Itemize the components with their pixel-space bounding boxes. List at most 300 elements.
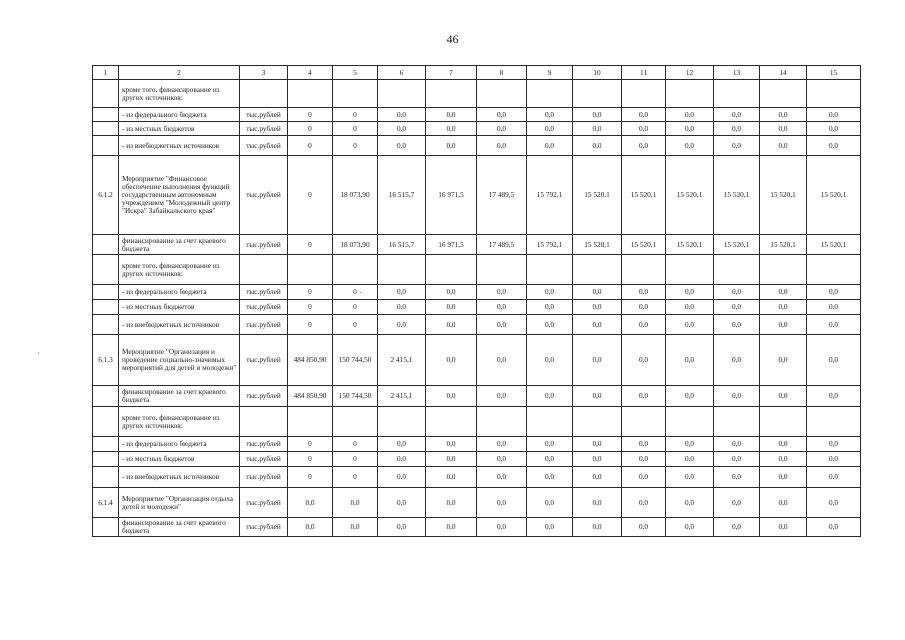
value-cell: 2 415,1 bbox=[378, 386, 426, 407]
item-number-cell: 6.1.4 bbox=[93, 488, 119, 518]
item-name-cell: Мероприятие "Организация и проведение социально-значимых мероприятий для детей и молодежи" bbox=[119, 335, 240, 386]
value-cell: 0,0 bbox=[666, 285, 714, 300]
value-cell: 0,0 bbox=[573, 315, 622, 335]
header-cell: 2 bbox=[119, 66, 240, 80]
value-cell bbox=[378, 255, 426, 285]
value-cell: 0,0 bbox=[760, 315, 807, 335]
item-name-cell: Мероприятие "Финансовое обеспечение выполнения функций государственным автономным учреждением "Молодежный центр "Искра" Забайкальского края" bbox=[119, 156, 240, 235]
value-cell: 0,0 bbox=[666, 300, 714, 315]
value-cell: 0,0 bbox=[760, 136, 807, 156]
value-cell: 0,0 bbox=[807, 386, 861, 407]
header-cell: 8 bbox=[477, 66, 527, 80]
item-name-cell: - из местных бюджетов bbox=[119, 452, 240, 467]
value-cell bbox=[622, 80, 666, 108]
unit-cell bbox=[240, 80, 288, 108]
value-cell: 0,0 bbox=[760, 108, 807, 122]
value-cell: 0,0 bbox=[333, 488, 378, 518]
table-row bbox=[93, 136, 861, 156]
unit-cell: тыс.рублей bbox=[240, 156, 288, 235]
value-cell: 18 073,90 bbox=[333, 156, 378, 235]
value-cell: 0,0 bbox=[477, 467, 527, 488]
value-cell: 0 bbox=[333, 136, 378, 156]
item-number-cell bbox=[93, 452, 119, 467]
unit-cell: тыс.рублей bbox=[240, 518, 288, 537]
value-cell: 0,0 bbox=[807, 300, 861, 315]
table-row bbox=[93, 407, 861, 437]
value-cell: 0,0 bbox=[666, 467, 714, 488]
value-cell bbox=[622, 407, 666, 437]
value-cell: 0,0 bbox=[378, 518, 426, 537]
value-cell: 0 bbox=[333, 122, 378, 136]
unit-cell: тыс.рублей bbox=[240, 315, 288, 335]
item-name-cell: кроме того, финансирование из других источников: bbox=[119, 407, 240, 437]
item-number-cell bbox=[93, 285, 119, 300]
value-cell: 0,0 bbox=[527, 108, 573, 122]
value-cell bbox=[333, 80, 378, 108]
item-number-cell bbox=[93, 108, 119, 122]
value-cell: 0,0 bbox=[760, 467, 807, 488]
value-cell: 0,0 bbox=[378, 136, 426, 156]
table-row bbox=[93, 437, 861, 452]
value-cell bbox=[333, 407, 378, 437]
value-cell: 0,0 bbox=[573, 386, 622, 407]
table-row bbox=[93, 255, 861, 285]
value-cell bbox=[573, 255, 622, 285]
item-name-cell: - из внебюджетных источников bbox=[119, 136, 240, 156]
value-cell: 15 792,1 bbox=[527, 235, 573, 255]
value-cell: 0,0 bbox=[288, 518, 333, 537]
value-cell: 0,0 bbox=[760, 122, 807, 136]
value-cell: 15 520,1 bbox=[666, 235, 714, 255]
value-cell: 0,0 bbox=[378, 108, 426, 122]
value-cell: 0 bbox=[288, 467, 333, 488]
table-row bbox=[93, 315, 861, 335]
value-cell: 0,0 bbox=[426, 467, 477, 488]
value-cell: 0,0 bbox=[666, 452, 714, 467]
value-cell: 0,0 bbox=[527, 488, 573, 518]
value-cell: 0 bbox=[333, 437, 378, 452]
value-cell: 0,0 bbox=[527, 122, 573, 136]
value-cell: 0,0 bbox=[378, 300, 426, 315]
value-cell: 0,0 bbox=[378, 437, 426, 452]
value-cell bbox=[527, 407, 573, 437]
value-cell: 0,0 bbox=[378, 452, 426, 467]
value-cell: 0,0 bbox=[333, 518, 378, 537]
value-cell: 0,0 bbox=[527, 452, 573, 467]
item-name-cell: - из местных бюджетов bbox=[119, 122, 240, 136]
value-cell: 0 bbox=[288, 437, 333, 452]
table-row bbox=[93, 285, 861, 300]
value-cell: 0 bbox=[288, 136, 333, 156]
unit-cell: тыс.рублей bbox=[240, 488, 288, 518]
value-cell: 0,0 bbox=[527, 467, 573, 488]
value-cell: 15 520,1 bbox=[622, 156, 666, 235]
header-cell: 3 bbox=[240, 66, 288, 80]
value-cell: 0,0 bbox=[666, 122, 714, 136]
item-number-cell bbox=[93, 122, 119, 136]
unit-cell: тыс.рублей bbox=[240, 437, 288, 452]
value-cell: 0,0 bbox=[760, 488, 807, 518]
item-name-cell: финансирование за счет краевого бюджета bbox=[119, 235, 240, 255]
value-cell: 0,0 bbox=[760, 452, 807, 467]
value-cell: 0,0 bbox=[666, 108, 714, 122]
value-cell bbox=[666, 80, 714, 108]
table-row bbox=[93, 80, 861, 108]
table-row bbox=[93, 467, 861, 488]
value-cell: 0,0 bbox=[426, 518, 477, 537]
value-cell: 0,0 bbox=[378, 315, 426, 335]
value-cell: 0,0 bbox=[714, 285, 760, 300]
value-cell: 15 520,1 bbox=[760, 156, 807, 235]
item-name-cell: - из местных бюджетов bbox=[119, 300, 240, 315]
value-cell: 0,0 bbox=[714, 335, 760, 386]
value-cell: 0,0 bbox=[477, 488, 527, 518]
value-cell: 0,0 bbox=[714, 300, 760, 315]
value-cell: 0,0 bbox=[666, 437, 714, 452]
value-cell: 15 520,1 bbox=[622, 235, 666, 255]
value-cell: 0,0 bbox=[573, 136, 622, 156]
value-cell bbox=[573, 407, 622, 437]
header-cell: 9 bbox=[527, 66, 573, 80]
value-cell: 0,0 bbox=[477, 136, 527, 156]
value-cell: 0,0 bbox=[714, 452, 760, 467]
value-cell: 0,0 bbox=[714, 467, 760, 488]
header-cell: 12 bbox=[666, 66, 714, 80]
value-cell: 0,0 bbox=[622, 452, 666, 467]
header-cell: 11 bbox=[622, 66, 666, 80]
item-number-cell: 6.1.3 bbox=[93, 335, 119, 386]
value-cell bbox=[333, 255, 378, 285]
item-number-cell bbox=[93, 518, 119, 537]
unit-cell bbox=[240, 255, 288, 285]
value-cell bbox=[666, 407, 714, 437]
value-cell: 0,0 bbox=[426, 122, 477, 136]
value-cell: 0,0 bbox=[622, 136, 666, 156]
value-cell: 0,0 bbox=[426, 285, 477, 300]
value-cell: 0,0 bbox=[573, 452, 622, 467]
value-cell bbox=[714, 407, 760, 437]
value-cell: 0,0 bbox=[622, 467, 666, 488]
table-body bbox=[93, 66, 861, 537]
value-cell bbox=[666, 255, 714, 285]
value-cell: 0,0 bbox=[477, 335, 527, 386]
value-cell: 0,0 bbox=[807, 315, 861, 335]
value-cell: 15 520,1 bbox=[807, 156, 861, 235]
value-cell: 0,0 bbox=[477, 315, 527, 335]
value-cell: 0,0 bbox=[426, 488, 477, 518]
unit-cell: тыс.рублей bbox=[240, 108, 288, 122]
value-cell: 0,0 bbox=[426, 386, 477, 407]
value-cell: 0,0 bbox=[527, 285, 573, 300]
item-name-cell: Мероприятие "Организация отдыха детей и молодежи" bbox=[119, 488, 240, 518]
item-number-cell bbox=[93, 386, 119, 407]
value-cell bbox=[807, 80, 861, 108]
table-row bbox=[93, 488, 861, 518]
unit-cell: тыс.рублей bbox=[240, 386, 288, 407]
value-cell: 0,0 bbox=[622, 488, 666, 518]
item-number-cell bbox=[93, 315, 119, 335]
item-number-cell bbox=[93, 235, 119, 255]
value-cell: 15 520,1 bbox=[807, 235, 861, 255]
value-cell: 0 bbox=[333, 452, 378, 467]
header-cell: 7 bbox=[426, 66, 477, 80]
value-cell bbox=[426, 255, 477, 285]
value-cell bbox=[426, 407, 477, 437]
value-cell bbox=[477, 255, 527, 285]
value-cell: 0,0 bbox=[527, 300, 573, 315]
item-number-cell bbox=[93, 80, 119, 108]
value-cell: 0,0 bbox=[807, 122, 861, 136]
value-cell bbox=[378, 80, 426, 108]
value-cell: 0,0 bbox=[573, 108, 622, 122]
value-cell: 0,0 bbox=[477, 437, 527, 452]
value-cell: 0,0 bbox=[622, 386, 666, 407]
value-cell: 0,0 bbox=[477, 518, 527, 537]
value-cell: 0,0 bbox=[760, 518, 807, 537]
table-row bbox=[93, 335, 861, 386]
value-cell bbox=[288, 80, 333, 108]
value-cell: 0,0 bbox=[378, 467, 426, 488]
value-cell: 0,0 bbox=[573, 437, 622, 452]
value-cell: 0,0 bbox=[807, 488, 861, 518]
value-cell: 0,0 bbox=[760, 437, 807, 452]
value-cell: 0,0 bbox=[573, 285, 622, 300]
unit-cell bbox=[240, 407, 288, 437]
value-cell: 0 bbox=[288, 452, 333, 467]
value-cell: 484 850,90 bbox=[288, 386, 333, 407]
value-cell bbox=[760, 80, 807, 108]
header-cell: 1 bbox=[93, 66, 119, 80]
value-cell: 16 971,5 bbox=[426, 235, 477, 255]
header-cell: 13 bbox=[714, 66, 760, 80]
value-cell bbox=[760, 407, 807, 437]
value-cell bbox=[714, 80, 760, 108]
value-cell: 0,0 bbox=[426, 136, 477, 156]
table-row bbox=[93, 235, 861, 255]
value-cell: 0,0 bbox=[807, 136, 861, 156]
value-cell: 0,0 bbox=[288, 488, 333, 518]
value-cell: 15 520,1 bbox=[573, 156, 622, 235]
header-cell: 15 bbox=[807, 66, 861, 80]
value-cell: 0 bbox=[333, 108, 378, 122]
value-cell: 0,0 bbox=[573, 518, 622, 537]
value-cell: 0 bbox=[288, 300, 333, 315]
item-name-cell: финансирование за счет краевого бюджета bbox=[119, 386, 240, 407]
value-cell: 0 bbox=[288, 108, 333, 122]
value-cell: 0,0 bbox=[760, 386, 807, 407]
value-cell: 0 bbox=[288, 122, 333, 136]
value-cell bbox=[760, 255, 807, 285]
value-cell: 0,0 bbox=[622, 108, 666, 122]
header-cell: 10 bbox=[573, 66, 622, 80]
table-row bbox=[93, 156, 861, 235]
table-row bbox=[93, 452, 861, 467]
value-cell: 0,0 bbox=[573, 467, 622, 488]
value-cell: 0,0 bbox=[714, 315, 760, 335]
value-cell: 484 850,90 bbox=[288, 335, 333, 386]
value-cell: 0,0 bbox=[622, 518, 666, 537]
table-row bbox=[93, 108, 861, 122]
item-number-cell bbox=[93, 300, 119, 315]
value-cell: 0,0 bbox=[714, 122, 760, 136]
value-cell: 0,0 bbox=[378, 122, 426, 136]
value-cell: 0,0 bbox=[714, 437, 760, 452]
value-cell: 150 744,50 bbox=[333, 335, 378, 386]
value-cell bbox=[527, 80, 573, 108]
value-cell: 0,0 bbox=[477, 122, 527, 136]
value-cell: 0,0 bbox=[573, 335, 622, 386]
value-cell: 0,0 bbox=[760, 300, 807, 315]
value-cell bbox=[477, 407, 527, 437]
table-row bbox=[93, 518, 861, 537]
value-cell bbox=[378, 407, 426, 437]
table-row bbox=[93, 386, 861, 407]
value-cell: 0,0 bbox=[573, 300, 622, 315]
value-cell: 0,0 bbox=[622, 122, 666, 136]
value-cell: 0,0 bbox=[426, 315, 477, 335]
value-cell bbox=[807, 255, 861, 285]
value-cell: 0,0 bbox=[622, 335, 666, 386]
value-cell: 0,0 bbox=[477, 285, 527, 300]
value-cell: 0,0 bbox=[666, 386, 714, 407]
value-cell: 16 515,7 bbox=[378, 156, 426, 235]
value-cell: 0,0 bbox=[714, 488, 760, 518]
value-cell: 0,0 bbox=[573, 122, 622, 136]
value-cell: 0,0 bbox=[807, 108, 861, 122]
unit-cell: тыс.рублей bbox=[240, 300, 288, 315]
value-cell: 0,0 bbox=[760, 285, 807, 300]
value-cell: 15 520,1 bbox=[760, 235, 807, 255]
page-number: 46 bbox=[446, 32, 459, 46]
value-cell: 0,0 bbox=[714, 386, 760, 407]
value-cell bbox=[527, 255, 573, 285]
value-cell: 0,0 bbox=[573, 488, 622, 518]
value-cell: 0 bbox=[288, 156, 333, 235]
header-row bbox=[93, 66, 861, 80]
unit-cell: тыс.рублей bbox=[240, 452, 288, 467]
value-cell: 2 415,1 bbox=[378, 335, 426, 386]
value-cell: 0,0 bbox=[760, 335, 807, 386]
value-cell: 0,0 bbox=[807, 452, 861, 467]
header-cell: 4 bbox=[288, 66, 333, 80]
value-cell: 0,0 bbox=[378, 285, 426, 300]
value-cell: 0,0 bbox=[622, 315, 666, 335]
unit-cell: тыс.рублей bbox=[240, 335, 288, 386]
value-cell: 0,0 bbox=[378, 488, 426, 518]
unit-cell: тыс.рублей bbox=[240, 285, 288, 300]
value-cell: 0,0 bbox=[714, 136, 760, 156]
value-cell: 0,0 bbox=[666, 136, 714, 156]
value-cell: 0,0 bbox=[807, 467, 861, 488]
value-cell: 15 520,1 bbox=[573, 235, 622, 255]
value-cell: 15 520,1 bbox=[666, 156, 714, 235]
value-cell: 15 520,1 bbox=[714, 235, 760, 255]
header-cell: 14 bbox=[760, 66, 807, 80]
item-name-cell: - из федерального бюджета bbox=[119, 108, 240, 122]
value-cell bbox=[426, 80, 477, 108]
value-cell: 0,0 bbox=[807, 437, 861, 452]
value-cell: 0 bbox=[288, 315, 333, 335]
value-cell: 0,0 bbox=[622, 300, 666, 315]
item-number-cell: 6.1.2 bbox=[93, 156, 119, 235]
header-cell: 5 bbox=[333, 66, 378, 80]
value-cell: 0,0 bbox=[622, 285, 666, 300]
value-cell: 0,0 bbox=[527, 315, 573, 335]
value-cell: 0,0 bbox=[527, 437, 573, 452]
value-cell: 0,0 bbox=[807, 335, 861, 386]
value-cell bbox=[714, 255, 760, 285]
value-cell: 0 bbox=[288, 235, 333, 255]
value-cell: 17 489,5 bbox=[477, 156, 527, 235]
value-cell: 0,0 bbox=[477, 386, 527, 407]
value-cell: 0,0 bbox=[426, 437, 477, 452]
value-cell: 0 bbox=[333, 300, 378, 315]
value-cell: 15 792,1 bbox=[527, 156, 573, 235]
value-cell: 0,0 bbox=[622, 437, 666, 452]
value-cell: 0,0 bbox=[527, 518, 573, 537]
value-cell bbox=[622, 255, 666, 285]
value-cell: 0,0 bbox=[477, 452, 527, 467]
value-cell: 0,0 bbox=[807, 518, 861, 537]
value-cell: 0,0 bbox=[426, 452, 477, 467]
unit-cell: тыс.рублей bbox=[240, 136, 288, 156]
value-cell bbox=[288, 255, 333, 285]
value-cell: 17 489,5 bbox=[477, 235, 527, 255]
value-cell: 0,0 bbox=[666, 518, 714, 537]
item-number-cell bbox=[93, 136, 119, 156]
value-cell: 16 515,7 bbox=[378, 235, 426, 255]
item-name-cell: - из внебюджетных источников bbox=[119, 467, 240, 488]
item-number-cell bbox=[93, 467, 119, 488]
value-cell: 0,0 bbox=[807, 285, 861, 300]
value-cell: 0,0 bbox=[527, 136, 573, 156]
value-cell: 0 bbox=[333, 285, 378, 300]
item-number-cell bbox=[93, 437, 119, 452]
value-cell: 0,0 bbox=[714, 518, 760, 537]
value-cell: 0 bbox=[333, 315, 378, 335]
value-cell: 0,0 bbox=[426, 108, 477, 122]
scan-speck bbox=[38, 352, 39, 353]
header-cell: 6 bbox=[378, 66, 426, 80]
value-cell: 16 971,5 bbox=[426, 156, 477, 235]
item-name-cell: - из федерального бюджета bbox=[119, 285, 240, 300]
item-name-cell: кроме того, финансирование из других источников: bbox=[119, 80, 240, 108]
value-cell: 0,0 bbox=[527, 335, 573, 386]
value-cell: 0,0 bbox=[714, 108, 760, 122]
value-cell: 0 bbox=[288, 285, 333, 300]
value-cell bbox=[807, 407, 861, 437]
item-number-cell bbox=[93, 407, 119, 437]
value-cell: 0 bbox=[333, 467, 378, 488]
value-cell: 0,0 bbox=[666, 335, 714, 386]
item-name-cell: - из федерального бюджета bbox=[119, 437, 240, 452]
value-cell bbox=[477, 80, 527, 108]
item-number-cell bbox=[93, 255, 119, 285]
item-name-cell: финансирование за счет краевого бюджета bbox=[119, 518, 240, 537]
value-cell: 0,0 bbox=[527, 386, 573, 407]
value-cell: 0,0 bbox=[666, 315, 714, 335]
value-cell: 0,0 bbox=[477, 300, 527, 315]
value-cell bbox=[573, 80, 622, 108]
unit-cell: тыс.рублей bbox=[240, 122, 288, 136]
table-row bbox=[93, 122, 861, 136]
value-cell: 0,0 bbox=[426, 335, 477, 386]
unit-cell: тыс.рублей bbox=[240, 467, 288, 488]
budget-table bbox=[92, 65, 861, 537]
value-cell: 150 744,50 bbox=[333, 386, 378, 407]
value-cell: 18 073,90 bbox=[333, 235, 378, 255]
value-cell bbox=[288, 407, 333, 437]
